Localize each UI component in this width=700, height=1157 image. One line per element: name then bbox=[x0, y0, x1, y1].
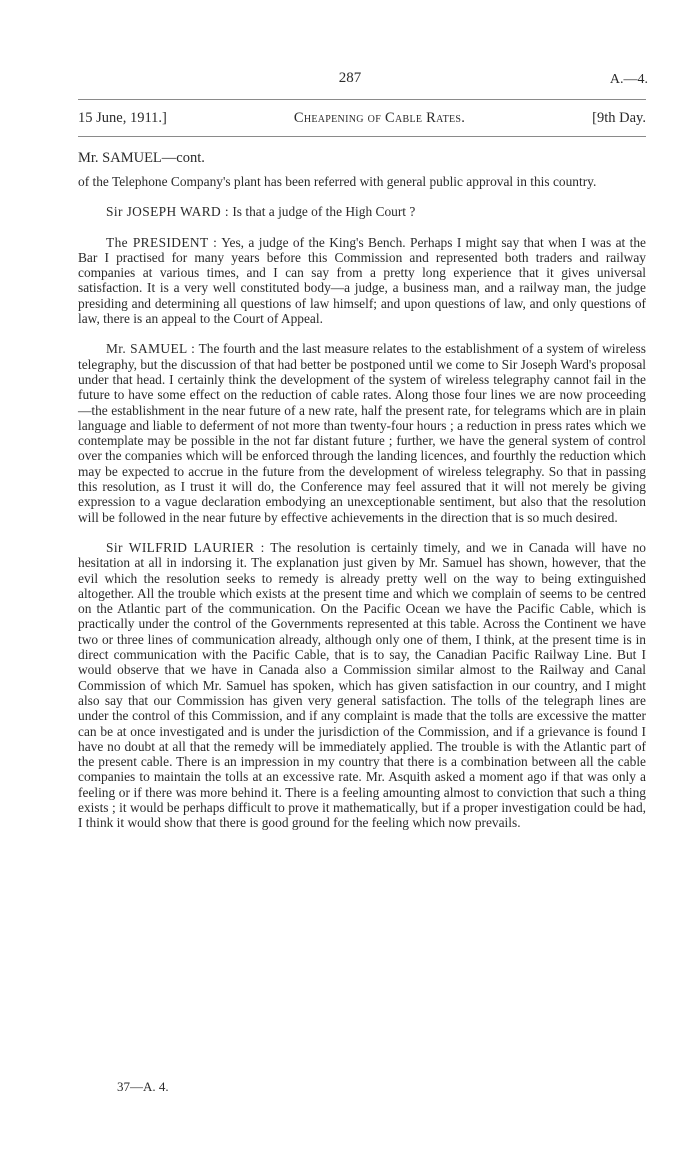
paragraph-text: Is that a judge of the High Court ? bbox=[229, 204, 416, 220]
header-date: 15 June, 1911.] bbox=[78, 110, 167, 126]
running-header bbox=[78, 110, 646, 127]
paragraph bbox=[78, 540, 646, 831]
paragraph-text: The resolution is certainly timely, and we in Canada will have no hesitation at all in indorsing it. The explanation just given by Mr. Samuel has shown, however, that the evil which the resolution seeks to remedy is already pretty well on the way to being extinguished altogether. All the trouble which exists at the present time and which we complain of seems to be centred on the Atlantic part of the communication. On the Pacific Ocean we have the Pacific Cable, which is practically under the control of the Governments represented at this table. Across the Continent we have two or three lines of communication already, although only one of them, I think, at the present time is in direct communication with the Pacific Cable, that is to say, the Canadian Pacific Railway Line. But I would observe that we have in Canada also a Commission similar almost to the Railway and Canal Commission of which Mr. Samuel has spoken, which has given satisfaction in our country, and I might also say that our Commission has given very general satisfaction. The tolls of the telegraph lines are under the control of this Commission, and if any complaint is made that the tolls are excessive the matter can be at once investigated and is under the jurisdiction of the Commission, and if a grievance is found I have no doubt at all that the remedy will be immediately applied. The trouble is with the Atlantic part of the present cable. There is an impression in my country that there is a combination between all the cable companies to maintain the tolls at an excessive rate. Mr. Asquith asked a moment ago if that was only a feeling or if there was more behind it. There is a feeling amounting almost to conviction that such a thing exists ; it would be perhaps difficult to prove it mathematically, but if a proper investigation could be had, I think it would show that there is good ground for the feeling which now prevails. bbox=[78, 539, 646, 831]
paragraph-speaker: Mr. SAMUEL : bbox=[106, 341, 196, 357]
paragraph-text: of the Telephone Company's plant has been referred with general public approval in this country. bbox=[78, 174, 597, 189]
paragraph bbox=[78, 341, 646, 525]
document-body bbox=[78, 174, 646, 846]
paragraph-speaker: Sir JOSEPH WARD : bbox=[106, 204, 229, 220]
paragraph-speaker: Sir WILFRID LAURIER : bbox=[106, 539, 265, 555]
paragraph bbox=[78, 204, 646, 219]
header-rule-top bbox=[78, 99, 646, 100]
page-number: 287 bbox=[338, 70, 362, 86]
paragraph bbox=[78, 235, 646, 327]
printer-signature: 37—A. 4. bbox=[117, 1079, 169, 1094]
paragraph-speaker: The PRESIDENT : bbox=[106, 234, 218, 250]
header-rule-bottom bbox=[78, 136, 646, 137]
header-title: Cheapening of Cable Rates. bbox=[293, 110, 466, 126]
document-reference: A.—4. bbox=[609, 72, 648, 87]
header-day: [9th Day. bbox=[592, 110, 646, 126]
speaker-heading: Mr. SAMUEL—cont. bbox=[78, 150, 205, 166]
paragraph-text: The fourth and the last measure relates to the establishment of a system of wireless telegraphy, but the discussion of that had better be postponed until we come to Sir Joseph Ward's proposal under that head. I certainly think the development of the system of wireless telegraphy cannot fail in the future to have some effect on the reduction of cable rates. Along those four lines we are now proceeding—the establishment in the near future of a new rate, half the present rate, for telegrams which are in plain language and liable to deferment of not more than twenty-four hours ; a reduction in press rates which we contemplate may be possible in the not far distant future ; further, we have the general system of control over the companies which will be enforced through the landing licences, and fourthly the reduction which may be expected to accrue in the future from the development of wireless telegraphy. So that in passing this resolution, as I trust it will do, the Conference may feel assured that it will not merely be giving expression to a vague declaration embodying an unexceptionable sentiment, but also that the resolution will be followed in the near future by effective achievements in the direction that is so much desired. bbox=[78, 341, 646, 525]
paragraph bbox=[78, 174, 646, 189]
paragraph-text: Yes, a judge of the King's Bench. Perhaps I might say that when I was at the Bar I practised for many years before this Commission and represented both traders and railway companies at various times, and I can say from a pretty long experience that it gives universal satisfaction. It is a very well constituted body—a judge, a business man, and a railway man, the judge presiding and determining all questions of law himself; and upon questions of law, and only questions of law, there is an appeal to the Court of Appeal. bbox=[78, 234, 646, 327]
